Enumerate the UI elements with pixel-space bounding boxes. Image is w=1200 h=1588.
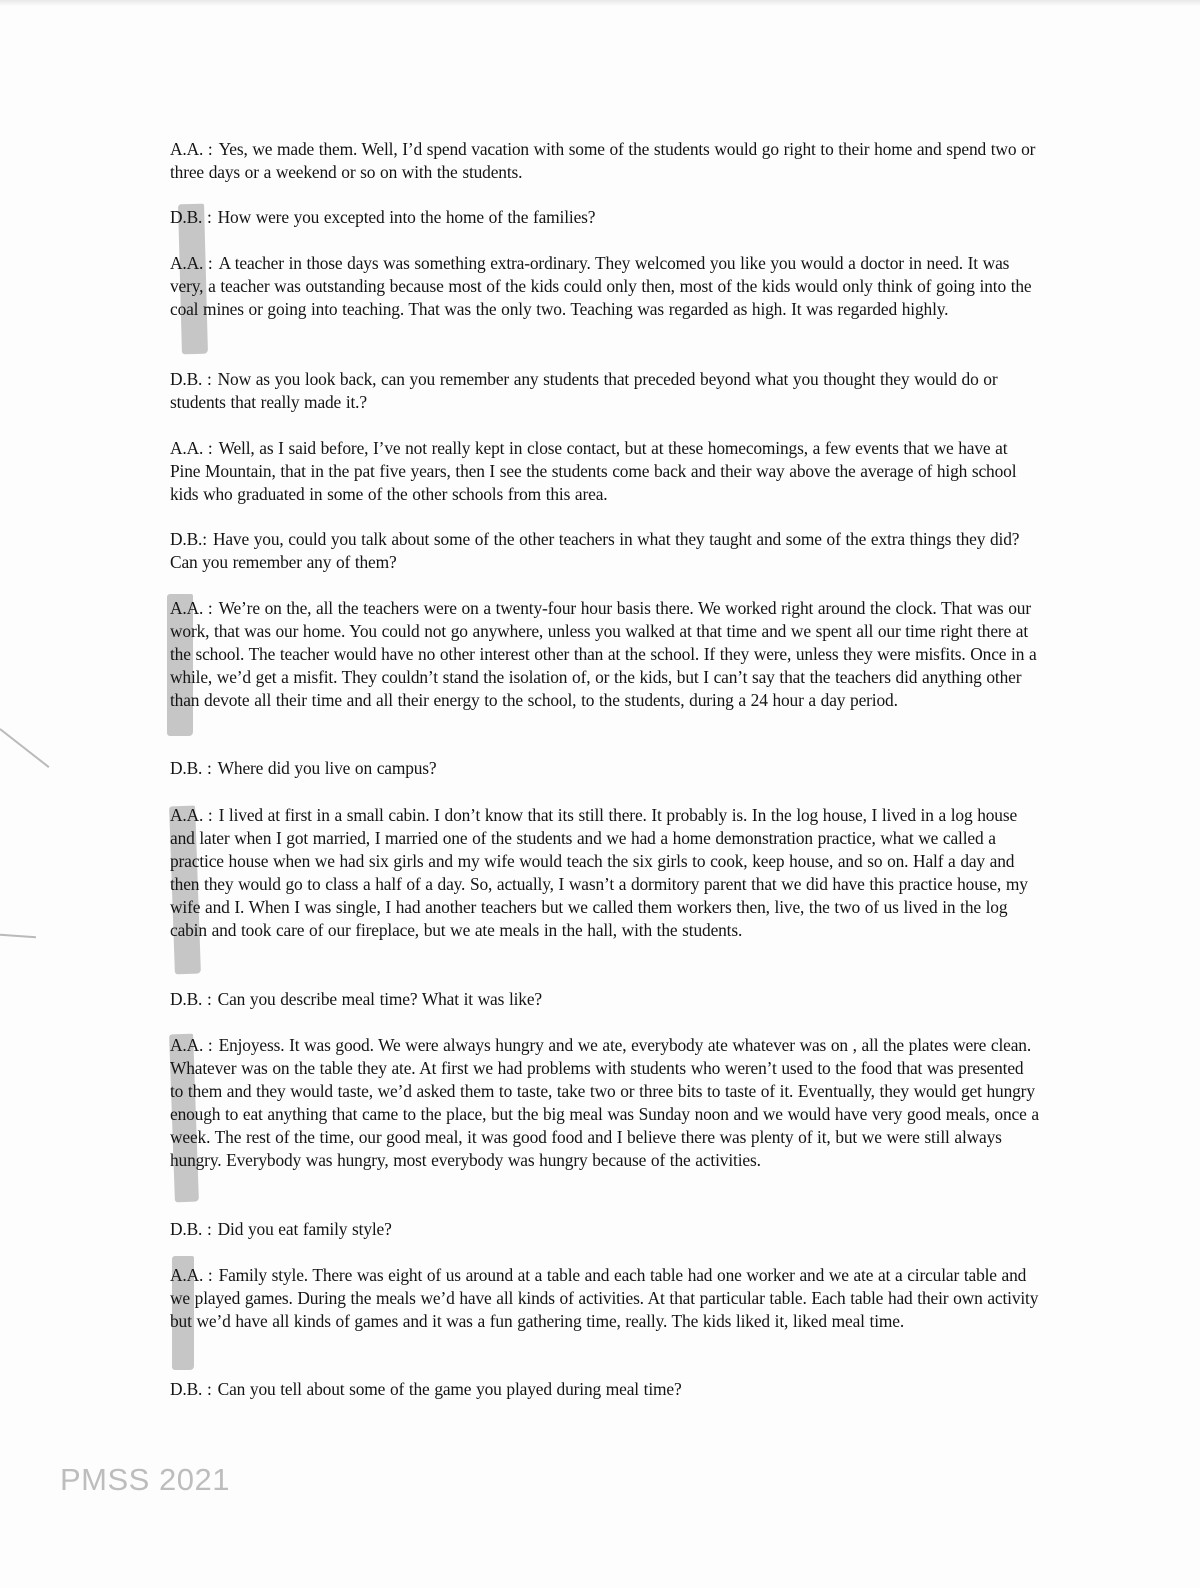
scan-scratch [0,728,49,768]
speaker-label: D.B. : [170,1219,212,1239]
transcript-paragraph [170,252,1040,321]
speaker-label: D.B. : [170,369,212,389]
transcript-paragraph [170,528,1040,574]
transcript-paragraph [170,1034,1040,1172]
speaker-label: A.A. : [170,1265,213,1285]
transcript-paragraph [170,757,1040,780]
paragraph-text: I lived at first in a small cabin. I don’t know that its still there. It probably is. In the log house, I lived in a log house and later when I got married, I married one of the students and we had a home demonstration practice, what we called a practice house when we had six girls and my wife would teach the six girls to cook, keep house, and so on. Half a day and then they would go to class a half of a day. So, actually, I wasn’t a dormitory parent that we did have this practice house, my wife and I. When I was single, I had another teachers but we called them workers then, live, the two of us lived in the log cabin and took care of our fireplace, but we ate meals in the hall, with the students. [170,805,1028,940]
paragraph-text: Where did you live on campus? [217,758,437,778]
transcript-paragraph [170,368,1040,414]
transcript-paragraph [170,437,1040,506]
speaker-label: D.B. : [170,1379,212,1399]
paragraph-text: Did you eat family style? [217,1219,392,1239]
scan-edge [0,0,1200,6]
paragraph-text: Can you describe meal time? What it was like? [217,989,542,1009]
speaker-label: D.B.: [170,529,207,549]
transcript-paragraph [170,988,1040,1011]
paragraph-text: Yes, we made them. Well, I’d spend vacation with some of the students would go right to their home and spend two or three days or a weekend or so on with the students. [170,139,1036,182]
speaker-label: D.B. : [170,758,212,778]
paragraph-text: Enjoyess. It was good. We were always hungry and we ate, everybody ate whatever was on , all the plates were clean. Whatever was on the table they ate. At first we had problems with students who weren’t used to the food that was presented to them and they would taste, we’d asked them to taste, take two or three bits to taste of it. Eventually, they would get hungry enough to eat anything that came to the place, but the big meal was Sunday noon and we would have very good meals, once a week. The rest of the time, our good meal, it was good food and I believe there was plenty of it, but we were still always hungry. Everybody was hungry, most everybody was hungry because of the activities. [170,1035,1039,1170]
speaker-label: D.B. : [170,989,212,1009]
speaker-label: A.A. : [170,139,213,159]
archive-watermark: PMSS 2021 [60,1462,230,1497]
transcript-paragraph [170,1378,1040,1401]
transcript-paragraph [170,138,1040,184]
paragraph-text: Have you, could you talk about some of the other teachers in what they taught and some of the extra things they did? Can you remember any of them? [170,529,1020,572]
transcript-paragraph [170,1218,1040,1241]
speaker-label: A.A. : [170,253,213,273]
paragraph-text: Now as you look back, can you remember any students that preceded beyond what you thought they would do or students that really made it.? [170,369,998,412]
speaker-label: A.A. : [170,1035,213,1055]
transcript-paragraph [170,597,1040,712]
transcript-paragraph [170,1264,1040,1333]
speaker-label: A.A. : [170,598,213,618]
transcript-paragraph [170,206,1040,229]
paragraph-text: How were you excepted into the home of the families? [217,207,596,227]
speaker-label: A.A. : [170,805,213,825]
paragraph-text: A teacher in those days was something extra-ordinary. They welcomed you like you would a doctor in need. It was very, a teacher was outstanding because most of the kids could only then, most of the kids would only think of going into the coal mines or going into teaching. That was the only two. Teaching was regarded as high. It was regarded highly. [170,253,1032,319]
transcript-paragraph [170,804,1040,942]
paragraph-text: Well, as I said before, I’ve not really kept in close contact, but at these homecomings, a few events that we have at Pine Mountain, that in the pat five years, then I see the students come back and their way above the average of high school kids who graduated in some of the other schools from this area. [170,438,1017,504]
speaker-label: A.A. : [170,438,213,458]
paragraph-text: We’re on the, all the teachers were on a twenty-four hour basis there. We worked right around the clock. That was our work, that was our home. You could not go anywhere, unless you walked at that time and we spent all our time right there at the school. The teacher would have no other interest other than at the school. If they were, unless they were misfits. Once in a while, we’d get a misfit. They couldn’t stand the isolation of, or the kids, but I can’t say that the teachers did anything other than devote all their time and all their energy to the school, to the students, during a 24 hour a day period. [170,598,1037,710]
paragraph-text: Can you tell about some of the game you played during meal time? [217,1379,682,1399]
scan-scratch [0,934,36,939]
paragraph-text: Family style. There was eight of us around at a table and each table had one worker and we ate at a circular table and we played games. During the meals we’d have all kinds of activities. At that particular table. Each table had their own activity but we’d have all kinds of games and it was a fun gathering time, really. The kids liked it, liked meal time. [170,1265,1039,1331]
speaker-label: D.B. : [170,207,212,227]
